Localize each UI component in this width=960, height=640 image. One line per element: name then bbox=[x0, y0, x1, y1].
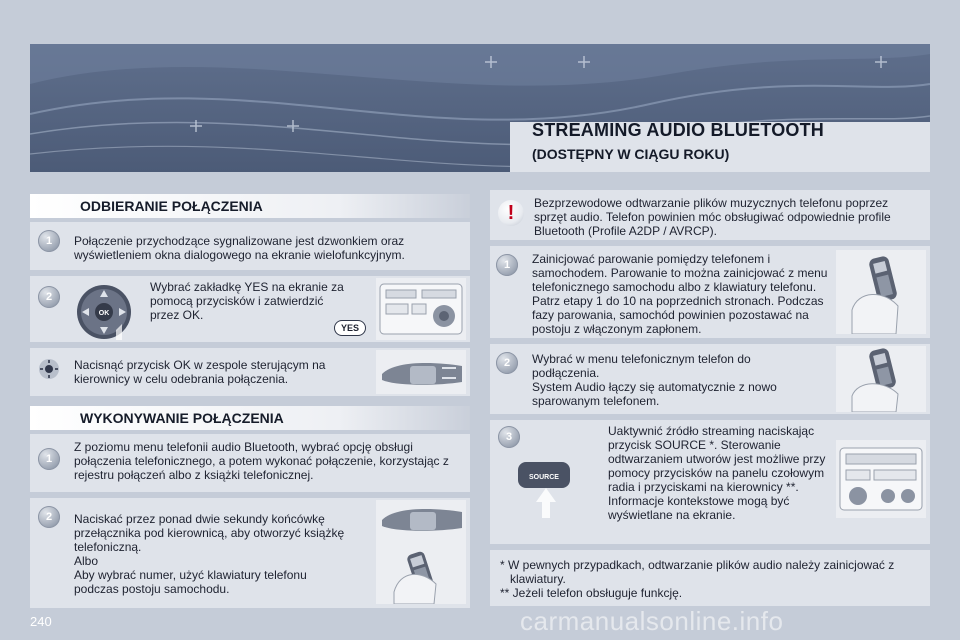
steering-control-icon bbox=[38, 358, 60, 380]
step-badge: 2 bbox=[496, 352, 518, 374]
page-number: 240 bbox=[30, 614, 52, 629]
text-line: Albo bbox=[74, 554, 99, 568]
page-title: STREAMING AUDIO BLUETOOTH bbox=[532, 120, 824, 140]
page-subtitle: (DOSTĘPNY W CIĄGU ROKU) bbox=[532, 146, 730, 162]
note-line: * W pewnych przypadkach, odtwarzanie plików audio należy zainicjować z klawiatury. bbox=[500, 558, 895, 586]
ok-key-label: OK bbox=[98, 310, 110, 317]
notes-text bbox=[500, 558, 924, 600]
phone-in-hand-illustration bbox=[836, 250, 926, 334]
receiving-step-1-text: Połączenie przychodzące sygnalizowane jest dzwonkiem oraz wyświetleniem okna dialogowego na ekranie wielofunkcyjnym. bbox=[74, 234, 405, 262]
text-line: Aby wybrać numer, użyć klawiatury telefonu bbox=[74, 568, 307, 582]
receiving-step-2-panel bbox=[30, 276, 470, 342]
phone-in-hand-illustration bbox=[836, 346, 926, 412]
source-button-icon bbox=[516, 460, 578, 520]
source-key-label: SOURCE bbox=[529, 474, 559, 481]
step-badge: 3 bbox=[498, 426, 520, 448]
text-line: podczas postoju samochodu. bbox=[74, 582, 230, 596]
notes-panel bbox=[490, 550, 930, 606]
note-line: ** Jeżeli telefon obsługuje funkcję. bbox=[500, 586, 683, 600]
step-badge: 1 bbox=[38, 448, 60, 470]
step-badge: 2 bbox=[38, 286, 60, 308]
text-line: Naciskać przez ponad dwie sekundy końcówkę bbox=[74, 512, 325, 526]
making-step-1-text: Z poziomu menu telefonii audio Bluetooth, wybrać opcję obsługi połączenia telefonicznego, a potem wykonać połączenie, korzystając z rejestru połączeń albo z książki telefonicznej. bbox=[74, 440, 449, 482]
yes-button[interactable]: YES bbox=[334, 320, 366, 336]
text-line: Wybrać w menu telefonicznym telefon do bbox=[532, 352, 751, 366]
streaming-step-1-panel bbox=[490, 246, 930, 338]
radio-panel-illustration bbox=[376, 278, 466, 340]
making-step-2-panel bbox=[30, 498, 470, 608]
streaming-step-2-panel bbox=[490, 344, 930, 414]
receiving-step-2-text: Wybrać zakładkę YES na ekranie za pomocą przycisków i zatwierdzić przez OK. bbox=[150, 280, 344, 322]
text-line: przełącznika pod kierownicą, aby otworzyć książkę bbox=[74, 526, 345, 540]
receiving-step-3-text: Nacisnąć przycisk OK w zespole sterującym na kierownicy w celu odebrania połączenia. bbox=[74, 358, 326, 386]
streaming-step-3-text: Uaktywnić źródło streaming naciskając przycisk SOURCE *. Sterowanie odtwarzaniem utworów jest możliwe przy pomocy przycisków na panelu czołowym radia i przyciskami na kierownicy **. Informacje kontekstowe mogą być wyświetlane na ekranie. bbox=[608, 424, 826, 522]
streaming-step-3-panel bbox=[490, 420, 930, 544]
making-step-2-text bbox=[74, 512, 374, 596]
steering-stalk-illustration bbox=[376, 350, 466, 394]
watermark: carmanualsonline.info bbox=[520, 606, 784, 636]
receiving-step-1-panel bbox=[30, 222, 470, 270]
section-title-making: WYKONYWANIE POŁĄCZENIA bbox=[30, 406, 470, 430]
step-badge: 1 bbox=[496, 254, 518, 276]
receiving-step-3-panel bbox=[30, 348, 470, 396]
warning-icon: ! bbox=[498, 200, 524, 226]
header-banner bbox=[30, 44, 930, 172]
stalk-and-phone-illustration bbox=[376, 500, 466, 604]
streaming-step-2-text bbox=[532, 352, 828, 408]
making-step-1-panel bbox=[30, 434, 470, 492]
step-badge: 1 bbox=[38, 230, 60, 252]
warning-panel bbox=[490, 190, 930, 240]
streaming-step-1-text: Zainicjować parowanie pomiędzy telefonem i samochodem. Parowanie to można zainicjować z menu telefonicznego samochodu albo z klawiatury telefonu. Patrz etapy 1 do 10 na poprzednich stronach. Podczas fazy parowania, samochód powinien pozostawać na postoju z włączonym zapłonem. bbox=[532, 252, 828, 336]
navigation-pad-icon bbox=[72, 280, 136, 340]
radio-panel-illustration bbox=[836, 440, 926, 518]
section-title-receiving: ODBIERANIE POŁĄCZENIA bbox=[30, 194, 470, 218]
text-line: System Audio łączy się automatycznie z nowo bbox=[532, 380, 777, 394]
warning-text: Bezprzewodowe odtwarzanie plików muzycznych telefonu poprzez sprzęt audio. Telefon powinien móc obsługiwać odpowiednie profile Bluetooth (Profile A2DP / AVRCP). bbox=[534, 196, 891, 238]
step-badge: 2 bbox=[38, 506, 60, 528]
text-line: telefoniczną. bbox=[74, 540, 142, 554]
text-line: sparowanym telefonem. bbox=[532, 394, 660, 408]
text-line: podłączenia. bbox=[532, 366, 600, 380]
header-wave-decoration bbox=[30, 44, 930, 172]
